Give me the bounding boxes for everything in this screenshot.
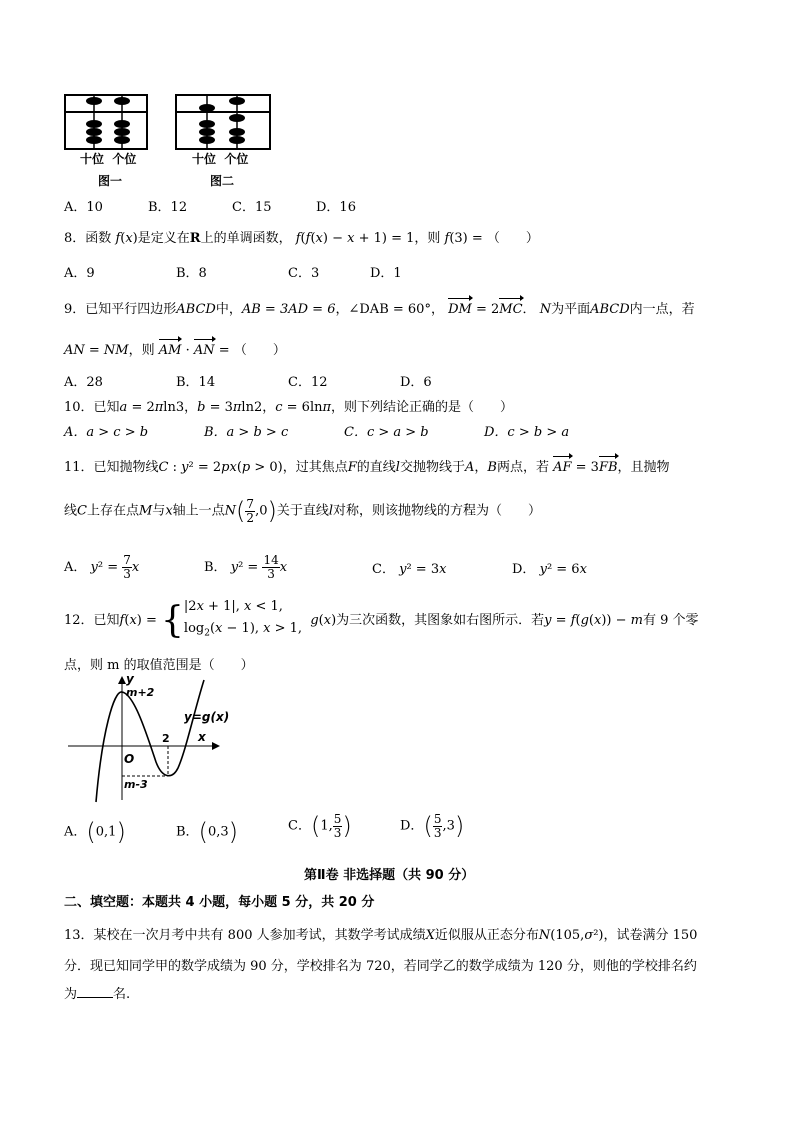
q11-stem-line2: 线C上存在点M与x轴上一点N( $\frac{7}{2}$ ,0)关于直线l对称，则该抛物线的方程为（ ） bbox=[64, 496, 542, 525]
q10-stem: 10．已知a = 2πln3，b = 3πln2，c = 6lnπ，则下列结论正确的是（ ） bbox=[64, 400, 514, 415]
q8-option-a: A．9 bbox=[64, 266, 95, 281]
graph-origin-label: O bbox=[124, 752, 135, 766]
q7-option-d: D．16 bbox=[316, 200, 356, 215]
q9-option-b: B．14 bbox=[176, 375, 216, 390]
graph-x-label: x bbox=[198, 730, 206, 744]
q12-option-a: A．(0,1) bbox=[64, 818, 126, 846]
q9-option-a: A．28 bbox=[64, 375, 103, 390]
q11-option-b: B． y² = $\frac{14}{3}$ x bbox=[204, 553, 288, 581]
abacus-figure-2 bbox=[175, 94, 271, 154]
q12-option-d: D．( $\frac{5}{3}$ ,3) bbox=[400, 811, 465, 840]
q11-stem-line1: 11．已知抛物线C : y² = 2px(p > 0)，过其焦点F的直线l交抛物线于A，B两点，若 AF = 3FB，且抛物 bbox=[64, 460, 670, 475]
abacus-1-place-labels: 十位 个位 bbox=[80, 152, 137, 166]
q10-option-a: A．a > c > b bbox=[64, 425, 149, 440]
q12-stem-line2: 点，则 m 的取值范围是（ ） bbox=[64, 658, 254, 673]
q8-stem: 8．函数 f(x)是定义在R上的单调函数， f(f(x) − x + 1) = 1，则 f(3) = （ ） bbox=[64, 231, 539, 246]
q10-option-b: B．a > b > c bbox=[204, 425, 289, 440]
q9-option-c: C．12 bbox=[288, 375, 328, 390]
q13-stem-line2: 分．现已知同学甲的数学成绩为 90 分，学校排名为 720，若同学乙的数学成绩为 120 分，则他的学校排名约 bbox=[64, 959, 697, 974]
x-axis-arrow bbox=[212, 742, 220, 750]
q12-stem-line1: 12．已知f(x) = {|2x + 1|, x < 1, $\log_2(x - 1)$, x > 1, g(x)为三次函数，其图象如右图所示．若y = f(g(x)) − m有 9 个零 bbox=[64, 599, 699, 641]
graph-y-label: y bbox=[126, 672, 134, 686]
abacus-2-place-labels: 十位 个位 bbox=[192, 152, 249, 166]
q11-option-a: A． y² = $\frac{7}{3}$ x bbox=[64, 553, 140, 581]
q11-option-d: D． y² = 6x bbox=[512, 562, 587, 577]
abacus-figure-1 bbox=[64, 94, 148, 154]
graph-max-label: m+2 bbox=[126, 686, 155, 699]
q10-option-c: C．c > a > b bbox=[344, 425, 429, 440]
q8-option-b: B．8 bbox=[176, 266, 207, 281]
y-axis-arrow bbox=[118, 676, 126, 684]
q7-option-b: B．12 bbox=[148, 200, 188, 215]
abacus-2-caption: 图二 bbox=[210, 174, 235, 188]
q9-stem-line1: 9．已知平行四边形ABCD中，AB = 3AD = 6，∠DAB = 60°， DM = 2MC． N为平面ABCD内一点，若 bbox=[64, 302, 695, 317]
q12-graph bbox=[64, 672, 230, 808]
q10-option-d: D．c > b > a bbox=[484, 425, 570, 440]
graph-min-label: m-3 bbox=[124, 778, 148, 791]
abacus-1-caption: 图一 bbox=[98, 174, 123, 188]
q7-option-a: A．10 bbox=[64, 200, 103, 215]
q12-option-c: C．(1, $\frac{5}{3}$ ) bbox=[288, 811, 352, 840]
section2-title: 第Ⅱ卷 非选择题（共 90 分） bbox=[304, 868, 475, 883]
q9-stem-line2: AN = NM，则 AM · AN = （ ） bbox=[64, 343, 286, 358]
q12-option-b: B．(0,3) bbox=[176, 818, 238, 846]
q13-stem-line3: 为 名. bbox=[64, 987, 131, 1002]
q9-option-d: D．6 bbox=[400, 375, 432, 390]
q13-answer-blank[interactable] bbox=[77, 997, 113, 998]
q7-option-c: C．15 bbox=[232, 200, 272, 215]
graph-x-tick-2: 2 bbox=[162, 732, 170, 745]
graph-curve-label: y=g(x) bbox=[184, 710, 230, 724]
q11-option-c: C． y² = 3x bbox=[372, 562, 447, 577]
q8-option-c: C．3 bbox=[288, 266, 320, 281]
section2-subtitle: 二、填空题：本题共 4 小题，每小题 5 分，共 20 分 bbox=[64, 895, 375, 910]
q13-stem-line1: 13．某校在一次月考中共有 800 人参加考试，其数学考试成绩X近似服从正态分布N(105,σ²)，试卷满分 150 bbox=[64, 928, 698, 943]
q8-option-d: D．1 bbox=[370, 266, 402, 281]
